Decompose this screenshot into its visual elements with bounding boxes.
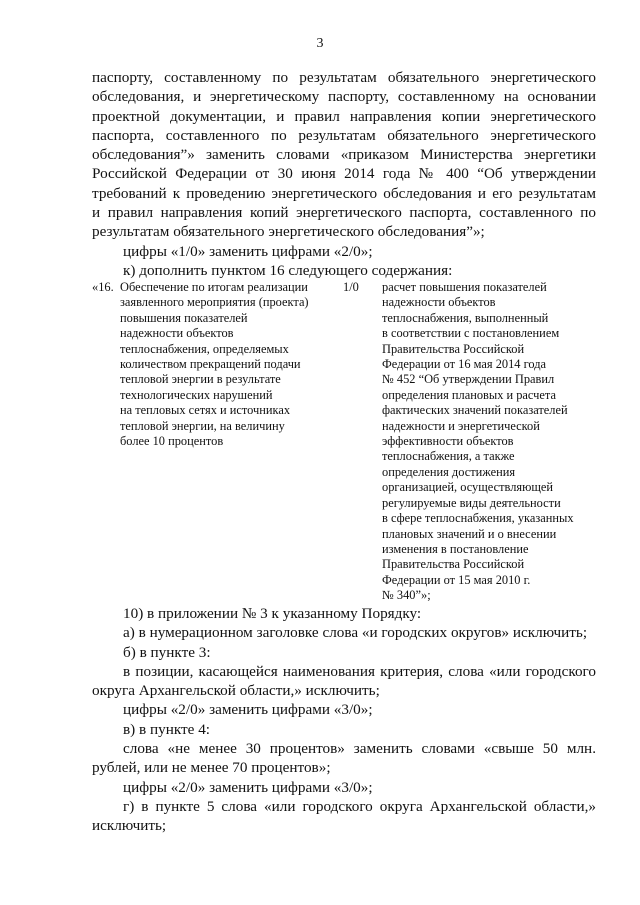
confirmation-line: надежности и энергетической <box>382 418 540 433</box>
text-line: б) в пункте 3: <box>123 643 211 661</box>
confirmation-line: фактических значений показателей <box>382 403 568 418</box>
text-line: Российской Федерации от 30 июня 2014 года № 400 “Об утверждении <box>92 165 596 183</box>
text-line: обследования”» заменить словами «приказом Министерства энергетики <box>92 146 596 164</box>
text-line: результатам обязательного энергетического обследования”»; <box>92 223 485 241</box>
text-line: требований к проведению энергетического обследования и его результатам <box>92 184 596 202</box>
text-line: цифры «2/0» заменить цифрами «3/0»; <box>123 701 373 719</box>
confirmation-line: № 452 “Об утверждении Правил <box>382 372 555 387</box>
confirmation-line: расчет повышения показателей <box>382 280 547 294</box>
description-line: количеством прекращений подачи <box>120 357 301 372</box>
amendment-paragraph <box>92 68 596 280</box>
confirmation-line: Федерации от 15 мая 2010 г. <box>382 572 531 587</box>
digits-replacement-line: цифры «1/0» заменить цифрами «2/0»; <box>123 242 373 260</box>
description-line: теплоснабжения, определяемых <box>120 341 289 356</box>
description-line: повышения показателей <box>120 310 248 325</box>
item-k-line: к) дополнить пунктом 16 следующего содержания: <box>123 261 453 279</box>
text-line: проектной документации, и правил направления копии энергетического <box>92 107 596 125</box>
description-line: технологических нарушений <box>120 387 273 402</box>
text-line: округа Архангельской области,» исключить; <box>92 682 380 700</box>
text-line: г) в пункте 5 слова «или городского округа Архангельской области,» <box>123 797 596 815</box>
confirmation-line: Правительства Российской <box>382 557 525 572</box>
text-line: в) в пункте 4: <box>123 720 211 738</box>
text-line: паспорта, составленного по результатам обязательного энергетического <box>92 126 596 144</box>
description-line: тепловой энергии, на величину <box>120 418 285 433</box>
confirmation-line: эффективности объектов <box>382 434 514 449</box>
criterion-confirmation <box>382 280 602 604</box>
confirmation-line: № 340”»; <box>382 588 431 603</box>
confirmation-line: теплоснабжения, выполненный <box>382 310 549 325</box>
text-line: 10) в приложении № 3 к указанному Порядку: <box>123 605 422 622</box>
text-line: цифры «2/0» заменить цифрами «3/0»; <box>123 778 373 796</box>
confirmation-line: надежности объектов <box>382 295 496 310</box>
text-line: слова «не менее 30 процентов» заменить словами «свыше 50 млн. <box>123 740 596 758</box>
criterion-description <box>120 280 345 449</box>
confirmation-line: Правительства Российской <box>382 341 525 356</box>
amendments-appendix-3 <box>92 604 596 836</box>
confirmation-line: регулируемые виды деятельности <box>382 495 561 510</box>
description-line: Обеспечение по итогам реализации <box>120 280 308 294</box>
text-line: и правил направления копий энергетического паспорта, составленного по <box>92 204 596 222</box>
description-line: тепловой энергии в результате <box>120 372 281 387</box>
text-line: исключить; <box>92 817 167 835</box>
description-line: на тепловых сетях и источниках <box>120 403 291 418</box>
row-number: «16. <box>92 280 114 294</box>
page-number: 3 <box>316 36 324 51</box>
criterion-score: 1/0 <box>343 280 359 294</box>
description-line: надежности объектов <box>120 326 234 341</box>
confirmation-line: организацией, осуществляющей <box>382 480 554 495</box>
confirmation-line: в сфере теплоснабжения, указанных <box>382 511 574 526</box>
text-line: рублей, или не менее 70 процентов»; <box>92 759 331 777</box>
text-line: обследования, и энергетическому паспорту, составленному на основании <box>92 88 596 106</box>
text-line: в позиции, касающейся наименования критерия, слова «или городского <box>123 662 596 680</box>
text-line: паспорту, составленному по результатам обязательного энергетического <box>92 69 596 86</box>
confirmation-line: в соответствии с постановлением <box>382 326 560 341</box>
confirmation-line: Федерации от 16 мая 2014 года <box>382 357 546 372</box>
confirmation-line: теплоснабжения, а также <box>382 449 515 464</box>
description-line: более 10 процентов <box>120 434 224 449</box>
text-line: а) в нумерационном заголовке слова «и городских округов» исключить; <box>123 624 588 642</box>
confirmation-line: плановых значений и о внесении <box>382 526 557 541</box>
confirmation-line: определения достижения <box>382 464 516 479</box>
confirmation-line: изменения в постановление <box>382 541 529 556</box>
confirmation-line: определения плановых и расчета <box>382 387 556 402</box>
description-line: заявленного мероприятия (проекта) <box>120 295 309 310</box>
